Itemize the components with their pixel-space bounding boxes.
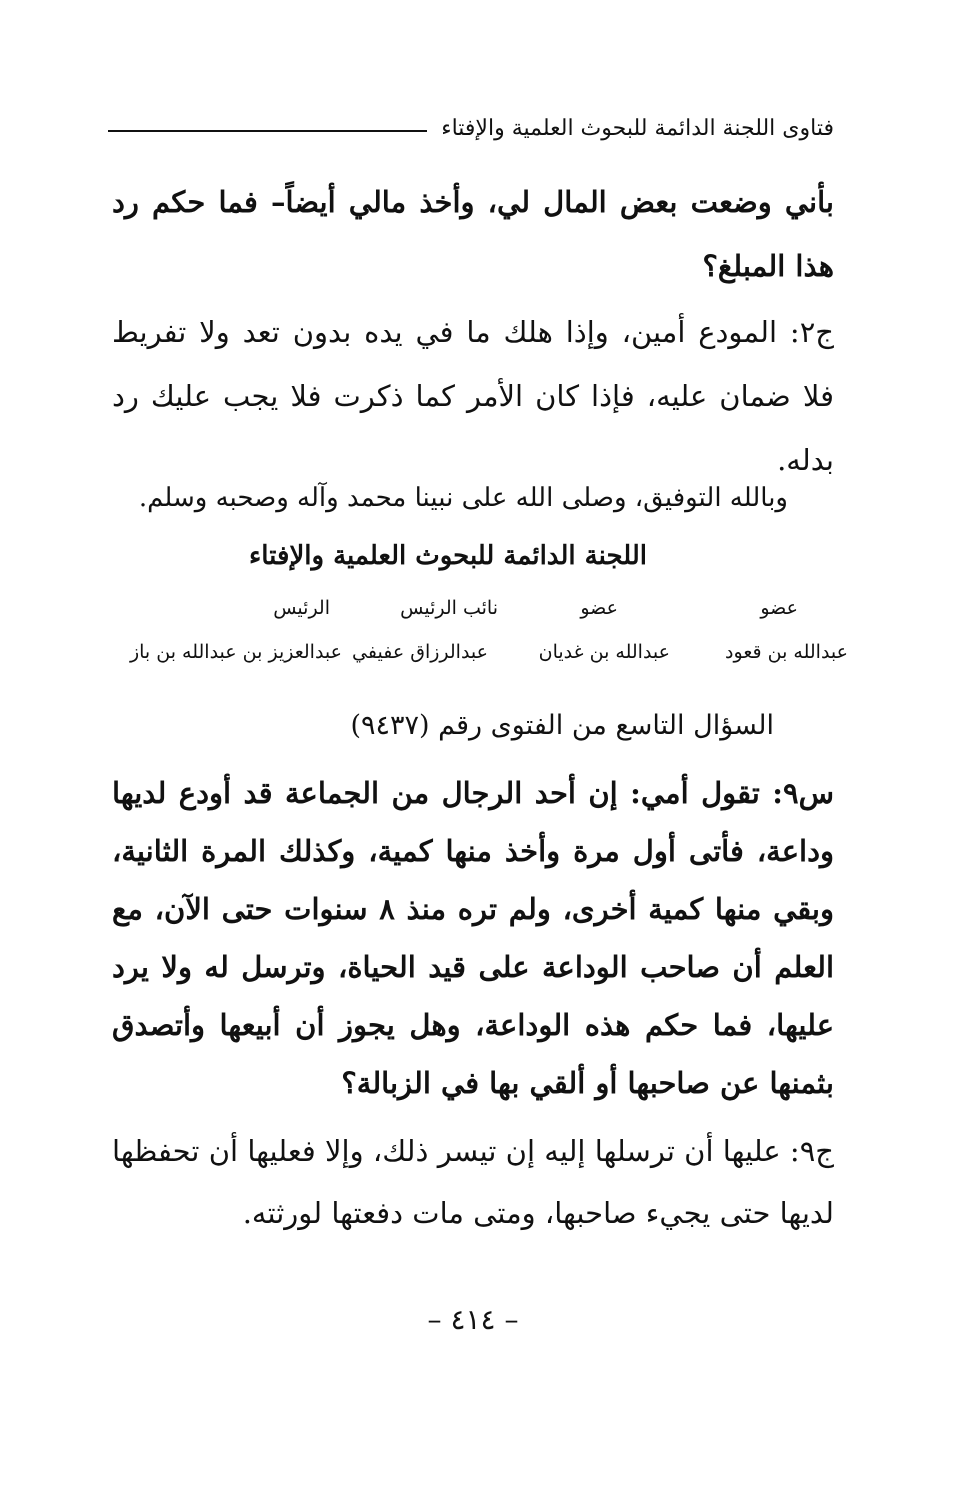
signatory-name-3: عبدالرزاق عفيفي: [352, 641, 488, 663]
signatory-name-1: عبدالله بن قعود: [725, 641, 848, 663]
header-rule: [108, 130, 427, 132]
signatory-title-3: نائب الرئيس: [400, 597, 498, 619]
signatory-titles: [120, 592, 838, 624]
closing-formula: وبالله التوفيق، وصلى الله على نبينا محمد وآله وصحبه وسلم.: [138, 483, 788, 513]
question-9: س٩: تقول أمي: إن أحد الرجال من الجماعة قد أودع لديها وداعة، فأتى أول مرة وأخذ منها كمية، وكذلك المرة الثانية، وبقي منها كمية أخرى، ولم تره منذ ٨ سنوات حتى الآن، مع العلم أن صاحب الوداعة على قيد الحياة، وترسل له ولا يرد عليها، فما حكم هذه الوداعة، وهل يجوز أن أبيعها وأتصدق بثمنها عن صاحبها أو ألقي بها في الزبالة؟: [112, 776, 834, 1100]
signatory-names: [120, 636, 848, 668]
signatory-title-4: الرئيس: [273, 597, 330, 619]
signatory-title-1: عضو: [760, 597, 798, 619]
signatory-name-4: عبدالعزيز بن عبدالله بن باز: [129, 641, 342, 663]
page-number: – ٤١٤ –: [427, 1303, 519, 1336]
running-header-title: فتاوى اللجنة الدائمة للبحوث العلمية والإفتاء: [441, 116, 834, 141]
signatory-title-2: عضو: [580, 597, 618, 619]
committee-name: اللجنة الدائمة للبحوث العلمية والإفتاء: [249, 541, 647, 571]
fatwa-reference: السؤال التاسع من الفتوى رقم (٩٤٣٧): [350, 710, 774, 741]
running-header: [108, 112, 834, 146]
signatory-name-2: عبدالله بن غديان: [538, 641, 670, 663]
answer-8: ج٢: المودع أمين، وإذا هلك ما في يده بدون تعد ولا تفريط فلا ضمان عليه، فإذا كان الأمر كما ذكرت فلا يجب عليك رد بدله.: [112, 315, 834, 477]
question-8-continuation: بأني وضعت بعض المال لي، وأخذ مالي أيضاً– فما حكم رد هذا المبلغ؟: [112, 185, 834, 283]
answer-9: ج٩: عليها أن ترسلها إليه إن تيسر ذلك، وإلا فعليها أن تحفظها لديها حتى يجيء صاحبها، ومتى مات دفعتها لورثته.: [112, 1134, 834, 1230]
